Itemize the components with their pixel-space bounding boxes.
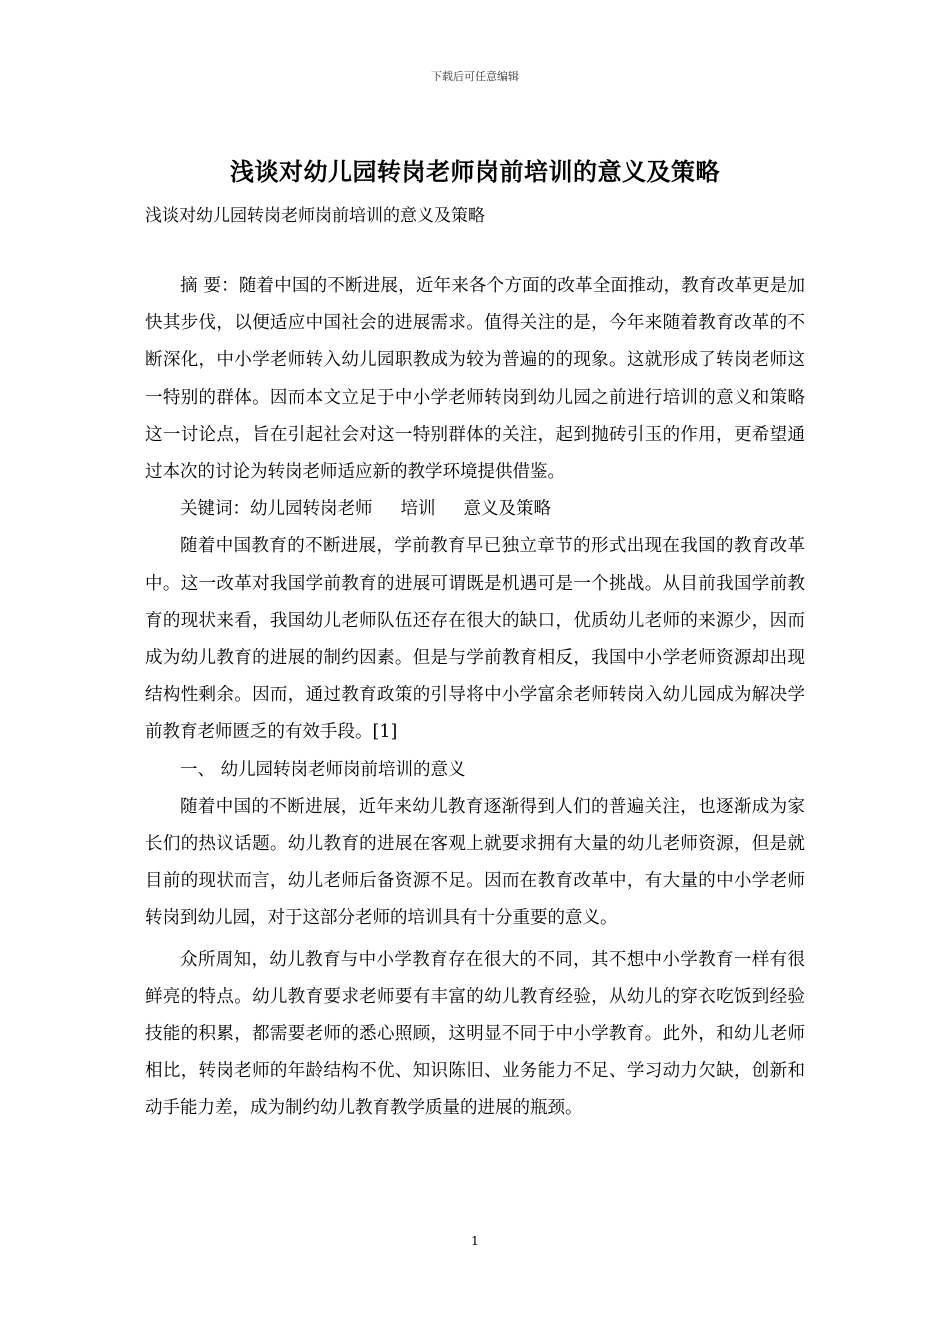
abstract-paragraph: 摘 要：随着中国的不断进展，近年来各个方面的改革全面推动，教育改革更是加快其步伐，以便适应中国社会的进展需求。值得关注的是，今年来随着教育改革的不断深化，中小学老师转入幼儿园职教成为较为普遍的的现象。这就形成了转岗老师这一特别的群体。因而本文立足于中小学老师转岗到幼儿园之前进行培训的意义和策略这一讨论点，旨在引起社会对这一特别群体的关注，起到抛砖引玉的作用，更希望通过本次的讨论为转岗老师适应新的教学环境提供借鉴。 <box>145 276 805 483</box>
body-paragraph: 众所周知，幼儿教育与中小学教育存在很大的不同，其不想中小学教育一样有很鲜亮的特点。幼儿教育要求老师要有丰富的幼儿教育经验，从幼儿的穿衣吃饭到经验技能的积累，都需要老师的悉心照顾，这明显不同于中小学教育。此外，和幼儿老师相比，转岗老师的年龄结构不优、知识陈旧、业务能力不足、学习动力欠缺，创新和动手能力差，成为制约幼儿教育教学质量的进展的瓶颈。 <box>145 949 805 1119</box>
document-title: 浅谈对幼儿园转岗老师岗前培训的意义及策略 <box>230 157 720 186</box>
keywords-label: 关键词： <box>180 499 250 520</box>
document-subtitle: 浅谈对幼儿园转岗老师岗前培训的意义及策略 <box>145 206 485 226</box>
page-number: 1 <box>471 1234 479 1248</box>
document-body <box>145 268 805 1128</box>
intro-paragraph: 随着中国教育的不断进展，学前教育早已独立章节的形式出现在我国的教育改革中。这一改革对我国学前教育的进展可谓既是机遇可是一个挑战。从目前我国学前教育的现状来看，我国幼儿老师队伍还存在很大的缺口，优质幼儿老师的来源少，因而成为幼儿教育的进展的制约因素。但是与学前教育相反，我国中小学老师资源却出现结构性剩余。因而，通过教育政策的引导将中小学富余老师转岗入幼儿园成为解决学前教育老师匮乏的有效手段。[1] <box>145 536 805 743</box>
keyword-item: 意义及策略 <box>463 499 551 520</box>
body-paragraph: 随着中国的不断进展，近年来幼儿教育逐渐得到人们的普遍关注，也逐渐成为家长们的热议话题。幼儿教育的进展在客观上就要求拥有大量的幼儿老师资源，但是就目前的现状而言，幼儿老师后备资源不足。因而在教育改革中，有大量的中小学老师转岗到幼儿园，对于这部分老师的培训具有十分重要的意义。 <box>145 796 805 929</box>
section-heading: 一、 幼儿园转岗老师岗前培训的意义 <box>180 759 466 780</box>
header-note: 下载后可任意编辑 <box>431 70 519 83</box>
keywords-line <box>145 491 805 528</box>
keyword-item: 培训 <box>400 499 436 520</box>
keyword-item: 幼儿园转岗老师 <box>250 499 373 520</box>
